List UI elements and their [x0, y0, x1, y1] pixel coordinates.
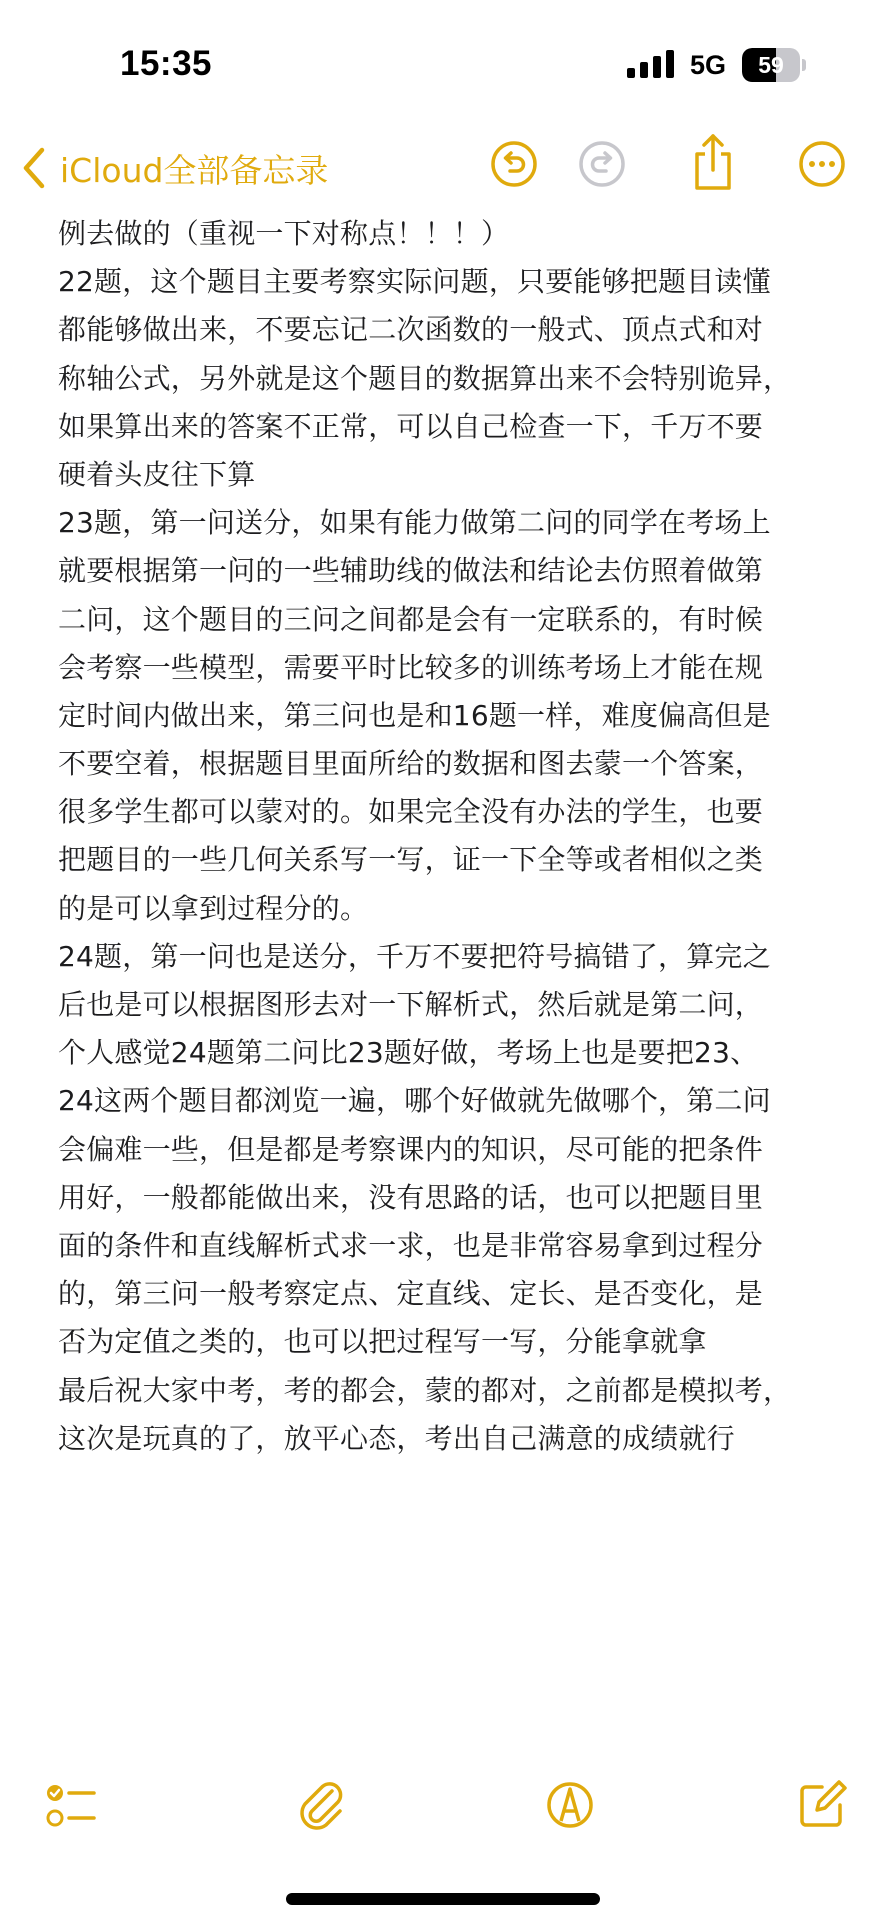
- compose-button[interactable]: [792, 1775, 852, 1835]
- note-line: 如果算出来的答案不正常，可以自己检查一下，千万不要: [58, 409, 764, 443]
- note-line: 个人感觉24题第二问比23题好做，考场上也是要把23、: [58, 1036, 759, 1070]
- note-line: 都能够做出来，不要忘记二次函数的一般式、顶点式和对: [58, 313, 764, 347]
- redo-button[interactable]: [572, 134, 632, 194]
- compose-icon: [792, 1775, 852, 1835]
- note-line: 不要空着，根据题目里面所给的数据和图去蒙一个答案，: [58, 747, 764, 781]
- redo-icon: [572, 134, 632, 194]
- undo-icon: [484, 134, 544, 194]
- attachment-icon: [292, 1775, 352, 1835]
- home-indicator: [286, 1893, 600, 1905]
- more-button[interactable]: [792, 134, 852, 194]
- more-icon: [792, 134, 852, 194]
- note-line: 后也是可以根据图形去对一下解析式，然后就是第二问，: [58, 988, 764, 1021]
- attachment-button[interactable]: [292, 1775, 352, 1835]
- markup-button[interactable]: [540, 1775, 600, 1835]
- note-line: 把题目的一些几何关系写一写，证一下全等或者相似之类: [58, 843, 764, 877]
- network-type: 5G: [690, 50, 727, 80]
- note-line: 会偏难一些，但是都是考察课内的知识，尽可能的把条件: [58, 1132, 764, 1166]
- note-line: 会考察一些模型，需要平时比较多的训练考场上才能在规: [58, 650, 764, 684]
- note-line: 用好，一般都能做出来，没有思路的话，也可以把题目里: [58, 1180, 764, 1214]
- note-line: 很多学生都可以蒙对的。如果完全没有办法的学生，也要: [58, 795, 764, 829]
- note-line: 的是可以拿到过程分的。: [58, 891, 369, 925]
- battery-icon: [742, 48, 808, 82]
- share-button[interactable]: [683, 130, 743, 190]
- checklist-icon: [42, 1775, 102, 1835]
- note-line: 硬着头皮往下算: [58, 457, 256, 491]
- markup-icon: [540, 1775, 600, 1835]
- bottom-toolbar: [0, 1775, 884, 1845]
- note-line: 23题，第一问送分，如果有能力做第二问的同学在考场上: [58, 506, 771, 540]
- note-line: 面的条件和直线解析式求一求，也是非常容易拿到过程分: [58, 1228, 764, 1262]
- status-time: 15:35: [120, 44, 213, 83]
- note-line: 最后祝大家中考，考的都会，蒙的都对，之前都是模拟考，: [58, 1373, 792, 1407]
- note-line: 就要根据第一问的一些辅助线的做法和结论去仿照着做第: [58, 554, 764, 588]
- note-body[interactable]: [58, 210, 848, 1463]
- note-line: 定时间内做出来，第三问也是和16题一样，难度偏高但是: [58, 698, 771, 732]
- back-button[interactable]: [22, 136, 328, 200]
- share-icon: [683, 130, 743, 196]
- back-label: iCloud全部备忘录: [60, 150, 329, 190]
- note-line: 22题，这个题目主要考察实际问题，只要能够把题目读懂: [58, 265, 771, 299]
- note-line: 称轴公式，另外就是这个题目的数据算出来不会特别诡异，: [58, 361, 792, 395]
- note-line: 24这两个题目都浏览一遍，哪个好做就先做哪个，第二问: [58, 1084, 771, 1118]
- status-bar: [0, 0, 884, 130]
- nav-bar: [0, 130, 884, 220]
- checklist-button[interactable]: [42, 1775, 102, 1835]
- note-line: 例去做的（重视一下对称点！！！）: [58, 217, 510, 250]
- note-line: 这次是玩真的了，放平心态，考出自己满意的成绩就行: [58, 1421, 735, 1455]
- note-line: 的，第三问一般考察定点、定直线、定长、是否变化，是: [58, 1277, 764, 1311]
- cellular-signal-icon: [627, 50, 675, 78]
- note-line: 二问，这个题目的三问之间都是会有一定联系的，有时候: [58, 602, 764, 636]
- battery-percent: 59: [758, 52, 784, 78]
- undo-button[interactable]: [484, 134, 544, 194]
- note-line: 否为定值之类的，也可以把过程写一写，分能拿就拿: [58, 1325, 707, 1359]
- chevron-left-icon: [22, 147, 46, 189]
- note-line: 24题，第一问也是送分，千万不要把符号搞错了，算完之: [58, 939, 771, 973]
